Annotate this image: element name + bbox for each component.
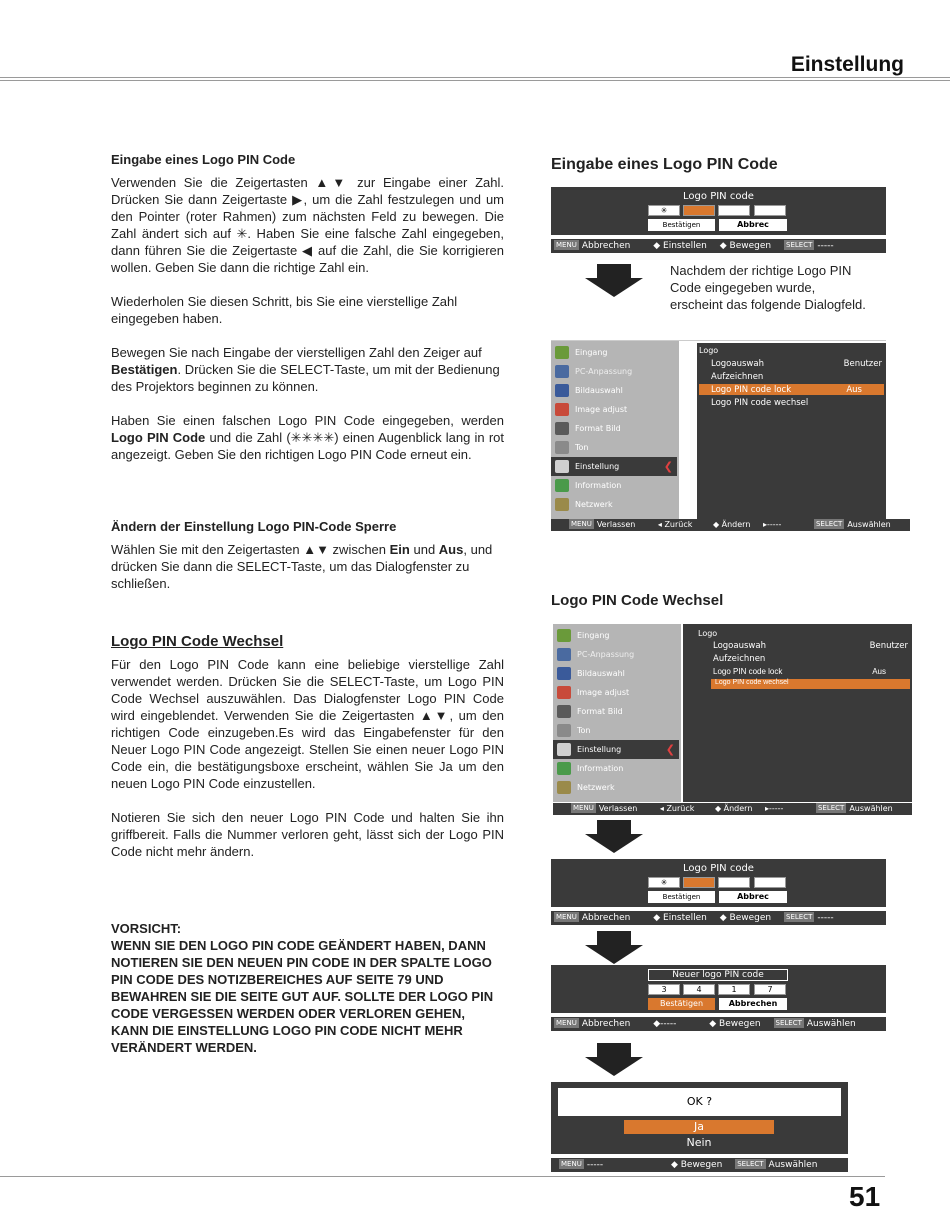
- menu-help-bar: MENU Verlassen ◂ Zurück ◆ Ändern ▸----- SELECT Auswählen: [551, 519, 910, 531]
- settings-icon: [557, 743, 571, 756]
- down-arrow-icon: [585, 1043, 643, 1076]
- chevron-left-icon: ❮: [663, 460, 673, 473]
- menu-item-netzwerk[interactable]: Netzwerk: [551, 495, 677, 514]
- chevron-left-icon: ❮: [665, 743, 675, 756]
- submenu-aufzeichnen[interactable]: Aufzeichnen: [711, 372, 764, 382]
- paragraph-repeat: Wiederholen Sie diesen Schritt, bis Sie eine vierstellige Zahl eingegeben haben.: [111, 294, 458, 326]
- cancel-button[interactable]: Abbrec: [719, 891, 787, 903]
- caution-text: WENN SIE DEN LOGO PIN CODE GEÄNDERT HABEN, DANN NOTIEREN SIE DEN NEUEN PIN CODE IN DER SPALTE LOGO PIN CODE DES NOTIZBEREICHES AUF SEITE 79 UND BEWAHREN SIE DIE SEITE GUT AUF. SOLLTE DER LOGO PIN CODE VERGESSEN WERDEN ODER VERLOREN GEHEN, KANN DIE EINSTELLUNG LOGO PIN CODE NICHT MEHR VERÄNDERT WERDEN.: [111, 938, 494, 1055]
- menu-item-information[interactable]: Information: [551, 476, 677, 495]
- submenu-logoauswahl[interactable]: Logoauswah: [711, 359, 764, 369]
- submenu-pin-lock[interactable]: Logo PIN code lock: [711, 385, 792, 395]
- confirm-button[interactable]: Bestätigen: [648, 219, 715, 231]
- submenu-aufzeichnen[interactable]: Aufzeichnen: [713, 654, 766, 664]
- footer-rule: [0, 1176, 885, 1177]
- pin-code-dialog: [551, 187, 886, 235]
- menu-item-format-bild[interactable]: Format Bild: [553, 702, 679, 721]
- ok-dialog: [551, 1082, 848, 1154]
- logoauswahl-value: Benutzer: [869, 641, 908, 651]
- pc-icon: [555, 365, 569, 378]
- menu-item-pc-anpassung[interactable]: PC-Anpassung: [551, 362, 677, 381]
- dialog-title: Neuer logo PIN code: [648, 969, 788, 981]
- menu-item-einstellung[interactable]: Einstellung ❮: [553, 740, 679, 759]
- settings-icon: [555, 460, 569, 473]
- pin-digit-3[interactable]: [718, 205, 750, 216]
- pin-digit-1[interactable]: ✳: [648, 877, 680, 888]
- pin-digit-3[interactable]: [718, 877, 750, 888]
- menu-item-eingang[interactable]: Eingang: [553, 626, 679, 645]
- menu-item-image-adjust[interactable]: Image adjust: [553, 683, 679, 702]
- input-icon: [557, 629, 571, 642]
- down-arrow-icon: [585, 820, 643, 853]
- submenu-title: Logo: [699, 346, 719, 355]
- paragraph-pin-wechsel: Für den Logo PIN Code kann eine beliebige vierstellige Zahl verwendet werden. Drücken Sie die SELECT-Taste, um Logo PIN Code Wechsel auszuwählen. Das Dialogfenster Logo PIN Code wird eingeblendet. Verwenden Sie die Zeigertasten ▲▼, um den richtigen Code einzugeben.Es wird das Eingabefenster für den Neuer Logo PIN Code angezeigt. Stellen Sie einen neuer Logo PIN Code ein, die bestätigungsboxe erscheint, wählen Sie Ja um den neuen Logo PIN Code einzustellen.: [111, 657, 504, 791]
- paragraph-wrong-pin: Haben Sie einen falschen Logo PIN Code eingegeben, werden Logo PIN Code und die Zahl (✳✳✳✳) einen Augenblick lang in rot angezeigt. Geben Sie den richtigen Logo PIN Code erneut ein.: [111, 413, 504, 462]
- left-column-change: [111, 518, 504, 609]
- menu-item-image-adjust[interactable]: Image adjust: [551, 400, 677, 419]
- submenu-panel: [683, 624, 912, 802]
- help-bar-new-pin: MENU Abbrechen ◆----- ◆ Bewegen SELECT Auswählen: [551, 1017, 886, 1031]
- cancel-button[interactable]: Abbrechen: [719, 998, 787, 1010]
- settings-menu: [551, 340, 886, 518]
- paragraph-confirm: Bewegen Sie nach Eingabe der vierstelligen Zahl den Zeiger auf Bestätigen. Drücken Sie die SELECT-Taste, um mit der Bedienung des Projektors beginnen zu können.: [111, 345, 500, 394]
- caution-title: VORSICHT:: [111, 921, 182, 936]
- logoauswahl-value: Benutzer: [843, 359, 882, 369]
- new-pin-dialog: [551, 965, 886, 1013]
- help-bar: MENU Abbrechen ◆ Einstellen ◆ Bewegen SELECT -----: [551, 239, 886, 253]
- pc-icon: [557, 648, 571, 661]
- submenu-panel: [697, 343, 886, 519]
- section-title-pin-entry: Eingabe eines Logo PIN Code: [551, 156, 778, 173]
- submenu-pin-wechsel[interactable]: Logo PIN code wechsel: [715, 679, 789, 686]
- image-select-icon: [557, 667, 571, 680]
- pin-digit-1[interactable]: ✳: [648, 205, 680, 216]
- info-icon: [557, 762, 571, 775]
- network-icon: [557, 781, 571, 794]
- confirm-button[interactable]: Bestätigen: [648, 998, 715, 1010]
- left-column-wechsel: [111, 633, 504, 877]
- left-column: [111, 151, 504, 480]
- submenu-pin-lock[interactable]: Logo PIN code lock: [713, 667, 783, 676]
- pin-digit-2[interactable]: [683, 205, 715, 216]
- menu-sidebar: [551, 341, 679, 519]
- down-arrow-icon: [585, 931, 643, 964]
- settings-menu-wechsel: [553, 624, 912, 802]
- menu-item-ton[interactable]: Ton: [553, 721, 679, 740]
- pin-digit-4[interactable]: [754, 877, 786, 888]
- paragraph-note-pin: Notieren Sie sich den neuer Logo PIN Code und halten Sie ihn griffbereit. Falls die Nummer verloren geht, lässt sich der Logo PIN Code nicht mehr ändern.: [111, 810, 504, 859]
- paragraph-pin-entry: Verwenden Sie die Zeigertasten ▲▼ zur Eingabe einer Zahl. Drücken Sie dann Zeigertaste ▶, um die Zahl festzulegen und um den Pointer (roter Rahmen) zum nächsten Feld zu bewegen. Die Zahl ändert sich auf ✳. Haben Sie eine falsche Zahl eingegeben, dann führen Sie die Zeigertaste ◀ auf die Zahl, die Sie korrigieren wollen. Geben Sie dann die richtige Zahl ein.: [111, 175, 504, 275]
- menu-item-ton[interactable]: Ton: [551, 438, 677, 457]
- caution-block: [111, 920, 504, 1056]
- sound-icon: [557, 724, 571, 737]
- image-adjust-icon: [557, 686, 571, 699]
- submenu-pin-wechsel[interactable]: Logo PIN code wechsel: [711, 398, 809, 408]
- pin-digit-3[interactable]: 1: [718, 984, 750, 995]
- info-icon: [555, 479, 569, 492]
- image-select-icon: [555, 384, 569, 397]
- cancel-button[interactable]: Abbrec: [719, 219, 787, 231]
- input-icon: [555, 346, 569, 359]
- help-bar: MENU Abbrechen ◆ Einstellen ◆ Bewegen SELECT -----: [551, 911, 886, 925]
- pin-digit-2[interactable]: 4: [683, 984, 715, 995]
- format-icon: [555, 422, 569, 435]
- confirm-button[interactable]: Bestätigen: [648, 891, 715, 903]
- sound-icon: [555, 441, 569, 454]
- pin-code-dialog-2: [551, 859, 886, 907]
- paragraph-change-setting: Wählen Sie mit den Zeigertasten ▲▼ zwischen Ein und Aus, und drücken Sie dann die SELECT-Taste, um das Dialogfenster zu schließen.: [111, 542, 493, 591]
- heading-change-setting: Ändern der Einstellung Logo PIN-Code Sperre: [111, 519, 397, 534]
- menu-item-information[interactable]: Information: [553, 759, 679, 778]
- heading-pin-wechsel: Logo PIN Code Wechsel: [111, 633, 284, 650]
- page-header-title: Einstellung: [790, 53, 904, 76]
- pin-digit-4[interactable]: 7: [754, 984, 786, 995]
- pin-lock-value: Aus: [872, 667, 886, 676]
- menu-help-bar: MENU Verlassen ◂ Zurück ◆ Ändern ▸----- SELECT Auswählen: [553, 803, 912, 815]
- dialog-title: Logo PIN code: [683, 863, 754, 874]
- submenu-logoauswahl[interactable]: Logoauswah: [713, 641, 766, 651]
- header-rule: [0, 80, 950, 81]
- menu-item-eingang[interactable]: Eingang: [551, 343, 677, 362]
- menu-item-bildauswahl[interactable]: Bildauswahl: [551, 381, 677, 400]
- header-rule: [0, 77, 950, 78]
- format-icon: [557, 705, 571, 718]
- dialog-title: Logo PIN code: [683, 191, 754, 202]
- submenu-title: Logo: [698, 629, 718, 638]
- no-button[interactable]: Nein: [686, 1136, 712, 1149]
- menu-item-netzwerk[interactable]: Netzwerk: [553, 778, 679, 797]
- pin-digit-4[interactable]: [754, 205, 786, 216]
- ok-question: OK ?: [558, 1088, 841, 1116]
- network-icon: [555, 498, 569, 511]
- page-number: 51: [849, 1181, 881, 1212]
- image-adjust-icon: [555, 403, 569, 416]
- menu-sidebar: [553, 624, 681, 802]
- pin-digit-1[interactable]: 3: [648, 984, 680, 995]
- pin-digit-2[interactable]: [683, 877, 715, 888]
- menu-item-pc-anpassung[interactable]: PC-Anpassung: [553, 645, 679, 664]
- menu-item-einstellung[interactable]: Einstellung ❮: [551, 457, 677, 476]
- menu-item-format-bild[interactable]: Format Bild: [551, 419, 677, 438]
- help-bar-ok: MENU ----- ◆ Bewegen SELECT Auswählen: [551, 1158, 848, 1172]
- note-text: Nachdem der richtige Logo PIN Code eingegeben wurde, erscheint das folgende Dialogfeld.: [670, 263, 866, 312]
- section-title-pin-wechsel: Logo PIN Code Wechsel: [551, 592, 724, 609]
- down-arrow-icon: [585, 264, 643, 297]
- menu-item-bildauswahl[interactable]: Bildauswahl: [553, 664, 679, 683]
- yes-button[interactable]: Ja: [624, 1120, 774, 1134]
- heading-pin-entry: Eingabe eines Logo PIN Code: [111, 152, 296, 167]
- pin-lock-value: Aus: [846, 385, 862, 395]
